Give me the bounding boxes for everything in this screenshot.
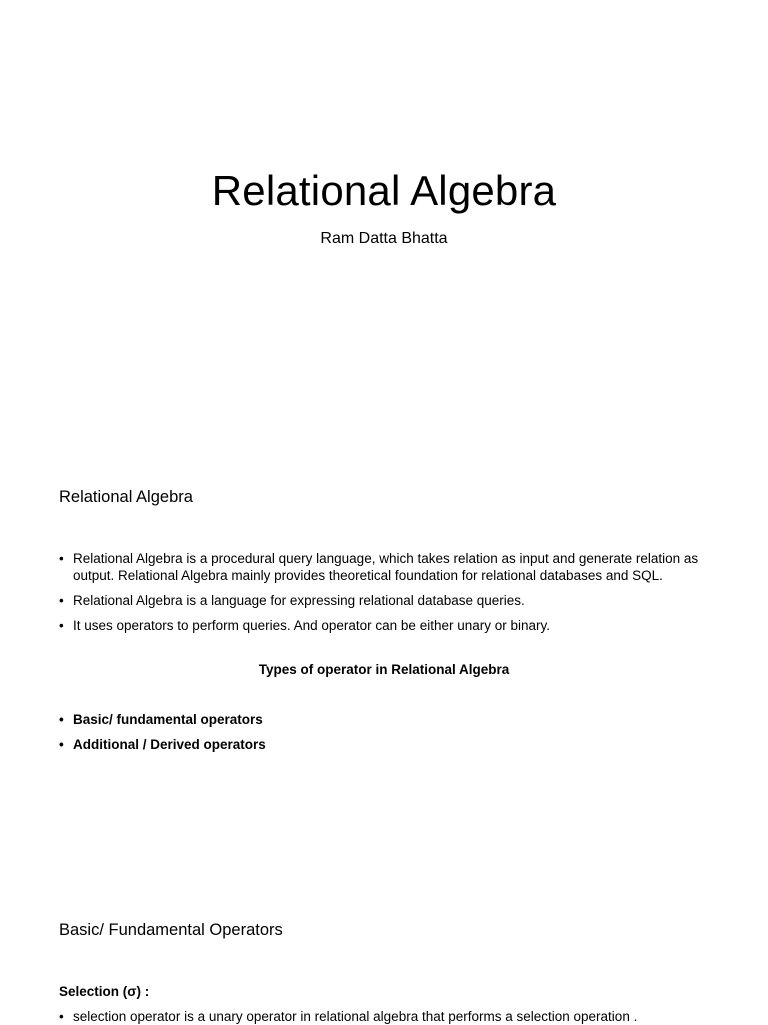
- bullet-item: • Additional / Derived operators: [59, 736, 699, 753]
- bullet-item: • Basic/ fundamental operators: [59, 711, 699, 728]
- bullet-item: • Relational Algebra is a language for expressing relational database queries.: [59, 592, 699, 609]
- slide-heading: Basic/ Fundamental Operators: [59, 921, 283, 939]
- selection-bullet-list: [59, 1008, 719, 1025]
- bullet-item: • selection operator is a unary operator in relational algebra that performs a selection operation .: [59, 1008, 719, 1025]
- presentation-title: Relational Algebra: [211, 167, 557, 214]
- operator-types-list: [59, 711, 699, 761]
- operator-types-heading: Types of operator in Relational Algebra: [258, 662, 510, 677]
- bullet-item: • Relational Algebra is a procedural query language, which takes relation as input and generate relation as output. Relational Algebra mainly provides theoretical foundation for relational databases and SQL.: [59, 550, 699, 584]
- title-slide: [0, 0, 768, 432]
- definition-bullet-list: [59, 550, 699, 642]
- relational-algebra-slide: [0, 432, 768, 864]
- author-name: Ram Datta Bhatta: [320, 230, 448, 247]
- bullet-item: • It uses operators to perform queries. And operator can be either unary or binary.: [59, 617, 699, 634]
- slide-heading: Relational Algebra: [59, 488, 193, 506]
- selection-label: Selection (σ) :: [59, 984, 150, 999]
- fundamental-operators-slide: [0, 864, 768, 1024]
